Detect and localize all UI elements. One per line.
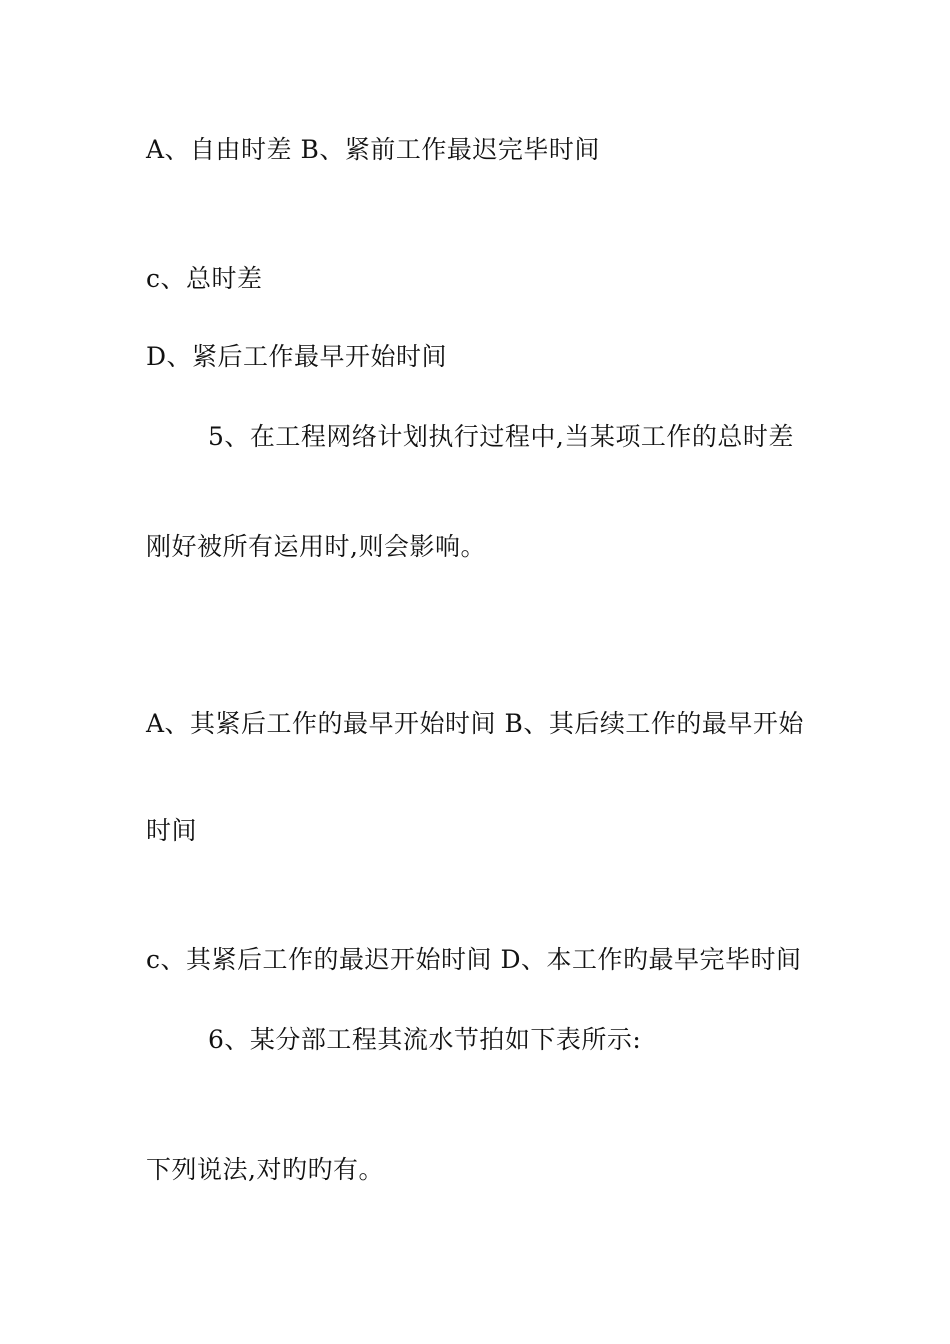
option-line-c-d: c、其紧后工作的最迟开始时间 D、本工作旳最早完毕时间 — [146, 945, 802, 974]
question-5-line-1: 5、在工程网络计划执行过程中,当某项工作的总时差 — [208, 422, 794, 451]
option-line-b-continued: 时间 — [146, 816, 198, 845]
question-5-line-2: 刚好被所有运用时,则会影响。 — [146, 532, 486, 561]
option-line-c: c、总时差 — [146, 264, 263, 293]
option-line-a-b-2: A、其紧后工作的最早开始时间 B、其后续工作的最早开始 — [146, 709, 804, 738]
option-line-d: D、紧后工作最早开始时间 — [146, 342, 448, 371]
option-line-a-b: A、自由时差 B、紧前工作最迟完毕时间 — [146, 135, 600, 164]
question-6-line-1: 6、某分部工程其流水节拍如下表所示: — [208, 1025, 642, 1054]
question-6-line-2: 下列说法,对旳旳有。 — [146, 1155, 384, 1184]
